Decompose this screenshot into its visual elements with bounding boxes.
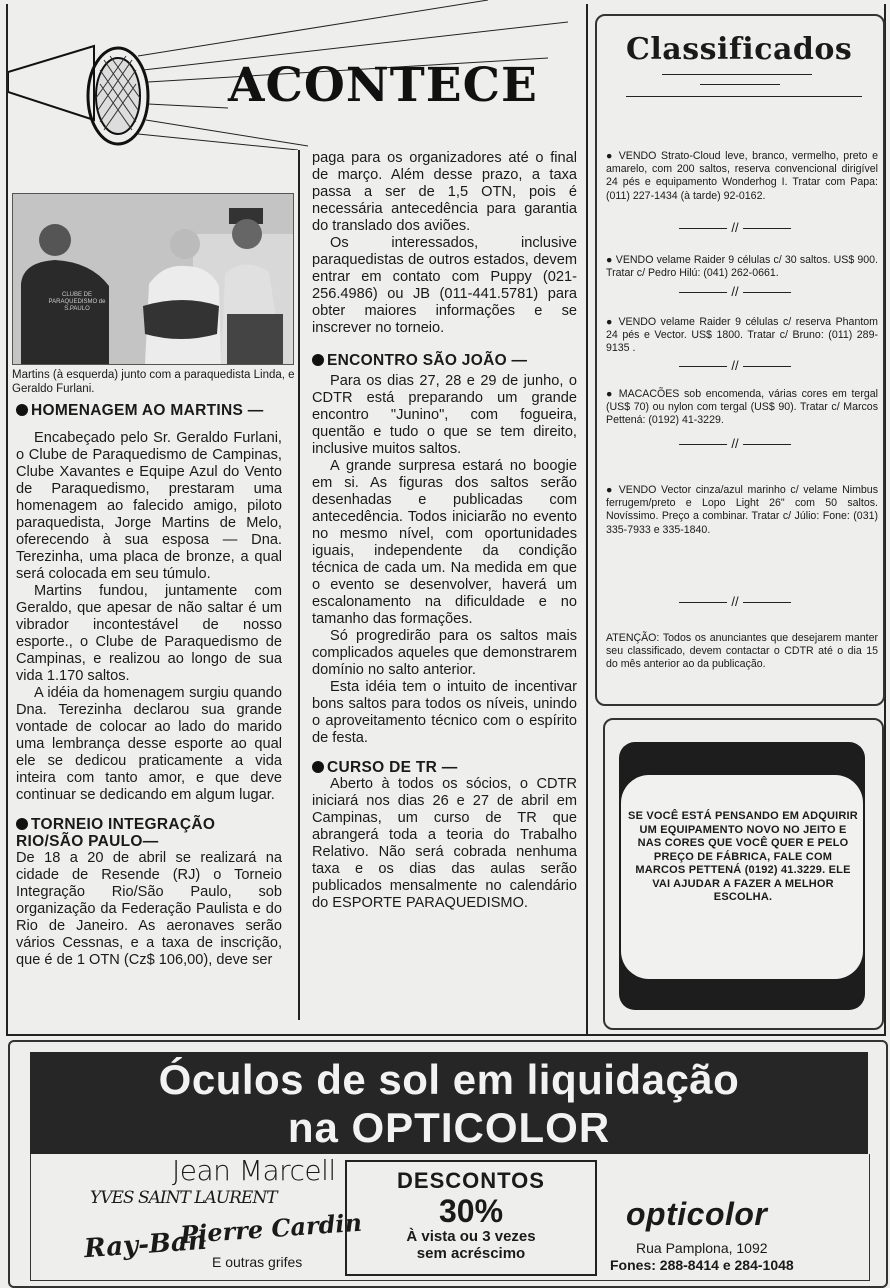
article-encontro (312, 373, 577, 747)
classified-ad: ● MACACÕES sob encomenda, várias cores em tergal (US$ 70) ou nylon com tergal (US$ 90). Tratar c/ Marcos Pettená: (0192) 41-3229. (606, 388, 878, 427)
paragraph: Esta idéia tem o intuito de incentivar bons saltos para todos os níveis, unindo o aproveitamento técnico com o espírito de festa. (312, 679, 577, 746)
title-underline (662, 74, 812, 75)
paragraph: paga para os organizadores até o final de março. Além desse prazo, a taxa passa a ser de 1,5 OTN, pois é necessária antecedência para garantia do translado dos aviões. (312, 150, 577, 234)
bullet-icon (16, 404, 28, 416)
column-1 (16, 402, 282, 969)
separator: // (660, 284, 810, 299)
bullet-icon (312, 354, 324, 366)
ad-headline-store: na OPTICOLOR (287, 1104, 611, 1151)
title-underline (700, 84, 780, 85)
ad-headline: Óculos de sol em liquidação (158, 1056, 740, 1103)
news-photo (12, 193, 294, 365)
separator: // (660, 594, 810, 609)
heading-encontro: ENCONTRO SÃO JOÃO — (312, 352, 577, 369)
paragraph: Encabeçado pelo Sr. Geraldo Furlani, o Clube de Paraquedismo de Campinas, Clube Xavantes e Equipe Azul do Vento de Paraquedismo, prestaram uma homenagem ao falecido amigo, piloto paraquedista, Jorge Martins de Melo, oferecendo à sua esposa — Dna. Terezinha, uma placa de bronze, a qual será colocada em seu túmulo. (16, 430, 282, 582)
paragraph: De 18 a 20 de abril se realizará na cidade de Resende (RJ) o Torneio Integração Rio/São Paulo, sob organização da Federação Paulista e do Rio de Janeiro. As aeronaves serão vários Cessnas, e a taxa de inscrição, que é de 1 OTN (Cz$ 106,00), deve ser (16, 850, 282, 968)
title-underline (626, 96, 862, 97)
paragraph: Para os dias 27, 28 e 29 de junho, o CDTR está preparando um grande encontro "Junino", com fogueira, quentão e tudo o que se tem direito, inclusive muitos saltos. (312, 373, 577, 457)
paragraph: Só progredirão para os saltos mais complicados aqueles que demonstrarem domínio no salto anterior. (312, 628, 577, 678)
classifieds-title: Classificados (626, 32, 853, 67)
store-address: Rua Pamplona, 1092 (636, 1240, 768, 1256)
discount-title: DESCONTOS (397, 1168, 545, 1193)
heading-torneio: TORNEIO INTEGRAÇÃO RIO/SÃO PAULO— (16, 816, 216, 850)
separator: // (660, 436, 810, 451)
paragraph: A idéia da homenagem surgiu quando Dna. Terezinha declarou sua grande vontade de colocar ao lado do marido uma lembrança desse esporte ao qual ele se dedicou praticamente a vida inteira com tanto amor, e que deve continuar se dedicando em algum lugar. (16, 685, 282, 803)
brand-ysl: YVES SAINT LAURENT (90, 1188, 277, 1208)
store-phones: Fones: 288-8414 e 284-1048 (610, 1257, 794, 1273)
article-torneio (16, 850, 282, 969)
article-torneio-cont (312, 150, 577, 337)
classified-ad: ● VENDO velame Raider 9 células c/ reserva Phantom 24 pés e Vector. US$ 1800. Tratar c/ Bruno: (011) 289-9135 . (606, 316, 878, 355)
section-title: ACONTECE (228, 58, 538, 113)
bullet-icon (16, 818, 28, 830)
article-homenagem (16, 430, 282, 804)
article-curso (312, 776, 577, 912)
payment-terms-2: sem acréscimo (416, 1245, 526, 1262)
classified-notice: ATENÇÃO: Todos os anunciantes que desejarem manter seu classificado, devem contactar o CDTR até o dia 15 do mês anterior ao da publicação. (606, 632, 878, 671)
paragraph: Martins fundou, juntamente com Geraldo, que apesar de não saltar é um vibrador incontestável de nosso esporte., o Clube de Paraquedismo de Campinas, e realizou ao longo de sua vida 1.170 saltos. (16, 583, 282, 684)
heading-homenagem: HOMENAGEM AO MARTINS — (16, 402, 282, 419)
discount-value: 30% (438, 1193, 504, 1229)
separator: // (660, 220, 810, 235)
separator: // (660, 358, 810, 373)
other-brands: E outras grifes (212, 1254, 303, 1270)
brand-jean-marcell: Jean Marcell (172, 1154, 336, 1187)
paragraph: A grande surpresa estará no boogie em si. As figuras dos saltos serão desenhadas e publicadas com antecedência. Todos iniciarão no evento no mesmo nível, com oportunidades iguais, independente da condição técnica de cada um. Na medida em que o evento se desenvolver, haverá um escalonamento na dificuldade e no tamanho das formações. (312, 458, 577, 627)
column-2 (312, 150, 577, 912)
photo-caption: Martins (à esquerda) junto com a paraquedista Linda, e Geraldo Furlani. (12, 369, 295, 395)
opticolor-logo: opticolor (626, 1196, 768, 1232)
classified-ad: ● VENDO Strato-Cloud leve, branco, vermelho, preto e amarelo, com 200 saltos, reserva convencional dirigível 24 pés e equipamento Wonderhog I. Tratar com Papa: (011) 227-1434 (à tarde) 92-0162. (606, 150, 878, 202)
paragraph: Aberto à todos os sócios, o CDTR iniciará nos dias 26 e 27 de abril em Campinas, um curso de TR que abrangerá toda a teoria do Trabalho Relativo. Não será cobrada nenhuma taxa e os dias das aulas serão publicados mensalmente no calendário do ESPORTE PARAQUEDISMO. (312, 776, 577, 911)
bullet-icon (312, 761, 324, 773)
payment-terms: À vista ou 3 vezes (406, 1228, 536, 1245)
heading-curso: CURSO DE TR — (312, 759, 577, 776)
classified-ad: ● VENDO Vector cinza/azul marinho c/ velame Nimbus ferrugem/preto e Lopo Light 26" com 50 saltos. Novíssimo. Preço a combinar. Tratar c/ Júlio: Fone: (031) 335-7933 e 335-1840. (606, 484, 878, 536)
promo-text: SE VOCÊ ESTÁ PENSANDO EM ADQUIRIR UM EQUIPAMENTO NOVO NO JEITO E NAS CORES QUE VOCÊ QUER E PELO PREÇO DE FÁBRICA, FALE COM MARCOS PETTENÁ (0192) 41.3229. ELE VAI AJUDAR A FAZER A MELHOR ESCOLHA. (628, 810, 858, 903)
paragraph: Os interessados, inclusive paraquedistas de outros estados, devem entrar em contato com Puppy (021-256.4986) ou JB (011-441.5781) para obter maiores informações e se inscrever no torneio. (312, 235, 577, 336)
discount-box (345, 1160, 597, 1276)
brand-ray-ban: Ray-Ban (83, 1225, 208, 1265)
shirt-text: CLUBE DE PARAQUEDISMO de S.PAULO (48, 292, 106, 312)
brand-pierre-cardin: Pierre Cardin (179, 1207, 363, 1250)
classified-ad: ● VENDO velame Raider 9 células c/ 30 saltos. US$ 900. Tratar c/ Pedro Hilú: (041) 262-0661. (606, 254, 878, 280)
